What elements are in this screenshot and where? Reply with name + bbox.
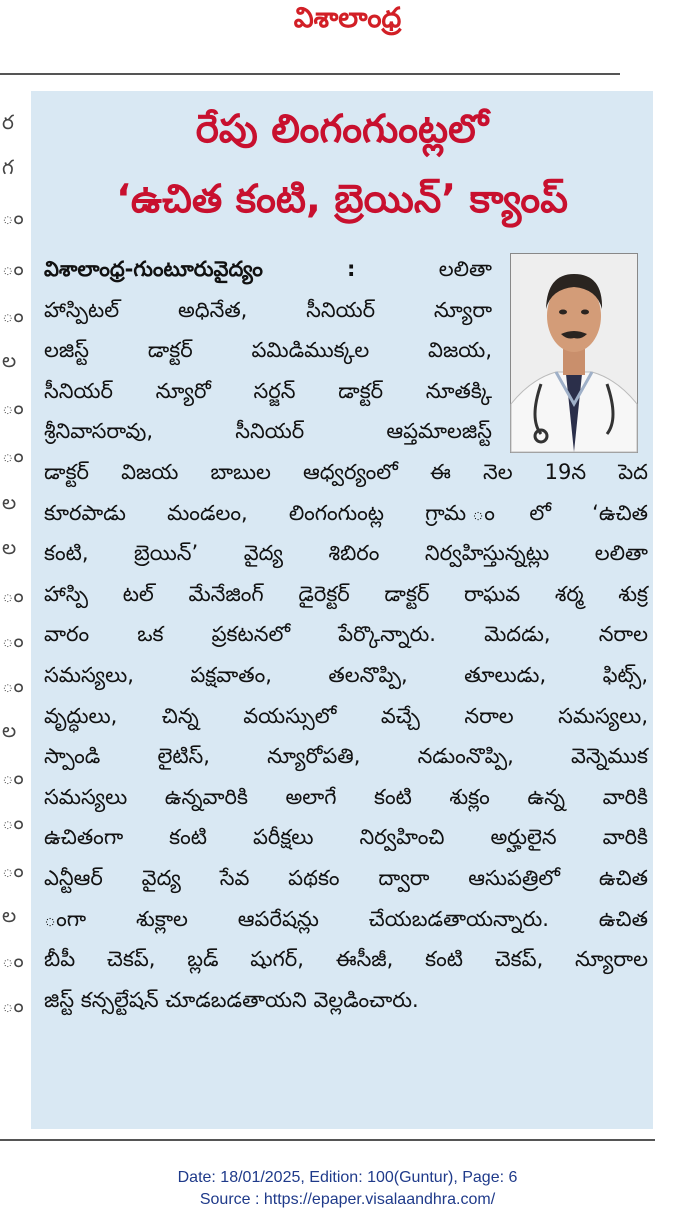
headline-line-2: ‘ఉచిత కంటి, బ్రెయిన్’ క్యాంప్ <box>116 177 568 222</box>
source-link[interactable]: Source : https://epaper.visalaandhra.com/ <box>199 1191 496 1208</box>
edge-glyph: ం <box>2 765 24 789</box>
edge-glyph: ం <box>2 205 24 229</box>
body-line: జిస్ట్ కన్సల్టేషన్ చూడబడతాయని వెల్లడించారు. <box>44 987 419 1012</box>
body-line: వృద్ధులు, చిన్న వయస్సులో వచ్చే నరాల సమస్యలు, <box>44 703 648 728</box>
body-line: హాస్పి టల్ మేనేజింగ్ డైరెక్టర్ డాక్టర్ రాఘవ శర్మ శుక్ర <box>44 581 648 606</box>
edge-glyph: ం <box>2 395 24 419</box>
dateline: విశాలాంధ్ర-గుంటూరువైద్యం : <box>44 257 356 281</box>
adjacent-column-edge <box>0 100 22 1060</box>
edge-glyph: ం <box>2 443 24 467</box>
edge-glyph: ం <box>2 948 24 972</box>
edge-glyph: ం <box>2 993 24 1017</box>
bottom-divider <box>0 1139 655 1141</box>
edition-info: Date: 18/01/2025, Edition: 100(Guntur), Page: 6 <box>177 1169 518 1186</box>
body-line: విశాలాంధ్ర-గుంటూరువైద్యం : లలితా <box>44 257 492 281</box>
body-line: కూరపాడు మండలం, లింగంగుంట్ల గ్రామ ంలో ‘ఉచిత <box>44 500 648 525</box>
body-line: సమస్యలు, పక్షవాతం, తలనొప్పి, తూలుడు, ఫిట్స్, <box>44 662 648 687</box>
body-line: స్పాండి లైటిస్, న్యూరోపతి, నడుంనొప్పి, వెన్నెముక <box>44 744 648 769</box>
body-line: డాక్టర్ విజయ బాబుల ఆధ్వర్యంలో ఈ నెల 19న పెద <box>44 459 648 484</box>
edge-glyph: ం <box>2 583 24 607</box>
edge-glyph: ల <box>2 903 17 927</box>
edge-glyph: ం <box>2 628 24 652</box>
edge-glyph: ర <box>2 110 14 134</box>
body-line: ఎన్టీఆర్ వైద్య సేవ పథకం ద్వారా ఆసుపత్రిలో ఉచిత <box>44 865 648 890</box>
news-article <box>31 91 653 1129</box>
body-line: శ్రీనివాసరావు, సీనియర్ ఆప్తమాలజిస్ట్ <box>44 419 492 444</box>
body-line: వారం ఒక ప్రకటనలో పేర్కొన్నారు. మెదడు, నరాల <box>44 622 648 647</box>
edge-glyph: గ <box>2 155 14 179</box>
body-line: సీనియర్ న్యూరో సర్జన్ డాక్టర్ నూతక్కి <box>44 378 492 403</box>
body-line: ఉచితంగా కంటి పరీక్షలు నిర్వహించి అర్హులైన వారికి <box>44 825 648 850</box>
edge-glyph: ం <box>2 673 24 697</box>
body-line: ంగా శుక్లాల ఆపరేషన్లు చేయబడతాయన్నారు. ఉచిత <box>44 906 648 931</box>
edge-glyph: ల <box>2 490 17 514</box>
edge-glyph: ం <box>2 810 24 834</box>
edge-glyph: ం <box>2 303 24 327</box>
masthead-logo: విశాలాంధ్ర <box>293 1 402 34</box>
body-line: కంటి, బ్రెయిన్’ వైద్య శిబిరం నిర్వహిస్తున్నట్లు లలితా <box>44 541 648 566</box>
edge-glyph: ల <box>2 348 17 372</box>
edge-glyph: ల <box>2 535 17 559</box>
top-divider <box>0 73 620 75</box>
body-line: హాస్పిటల్ అధినేత, సీనియర్ న్యూరా <box>44 297 492 322</box>
body-line: బీపీ చెకప్, బ్లడ్ షుగర్, ఈసీజీ, కంటి చెకప్, న్యూరాల <box>44 947 648 972</box>
edge-glyph: ం <box>2 256 24 280</box>
headline-line-1: రేపు లింగంగుంట్లలో <box>195 107 489 152</box>
article-body <box>44 249 648 1113</box>
body-line: సమస్యలు ఉన్నవారికి అలాగే కంటి శుక్లం ఉన్న వారికి <box>44 784 648 809</box>
body-line: లజిస్ట్ డాక్టర్ పమిడిముక్కల విజయ, <box>44 338 492 363</box>
edge-glyph: ం <box>2 858 24 882</box>
edge-glyph: ల <box>2 718 17 742</box>
